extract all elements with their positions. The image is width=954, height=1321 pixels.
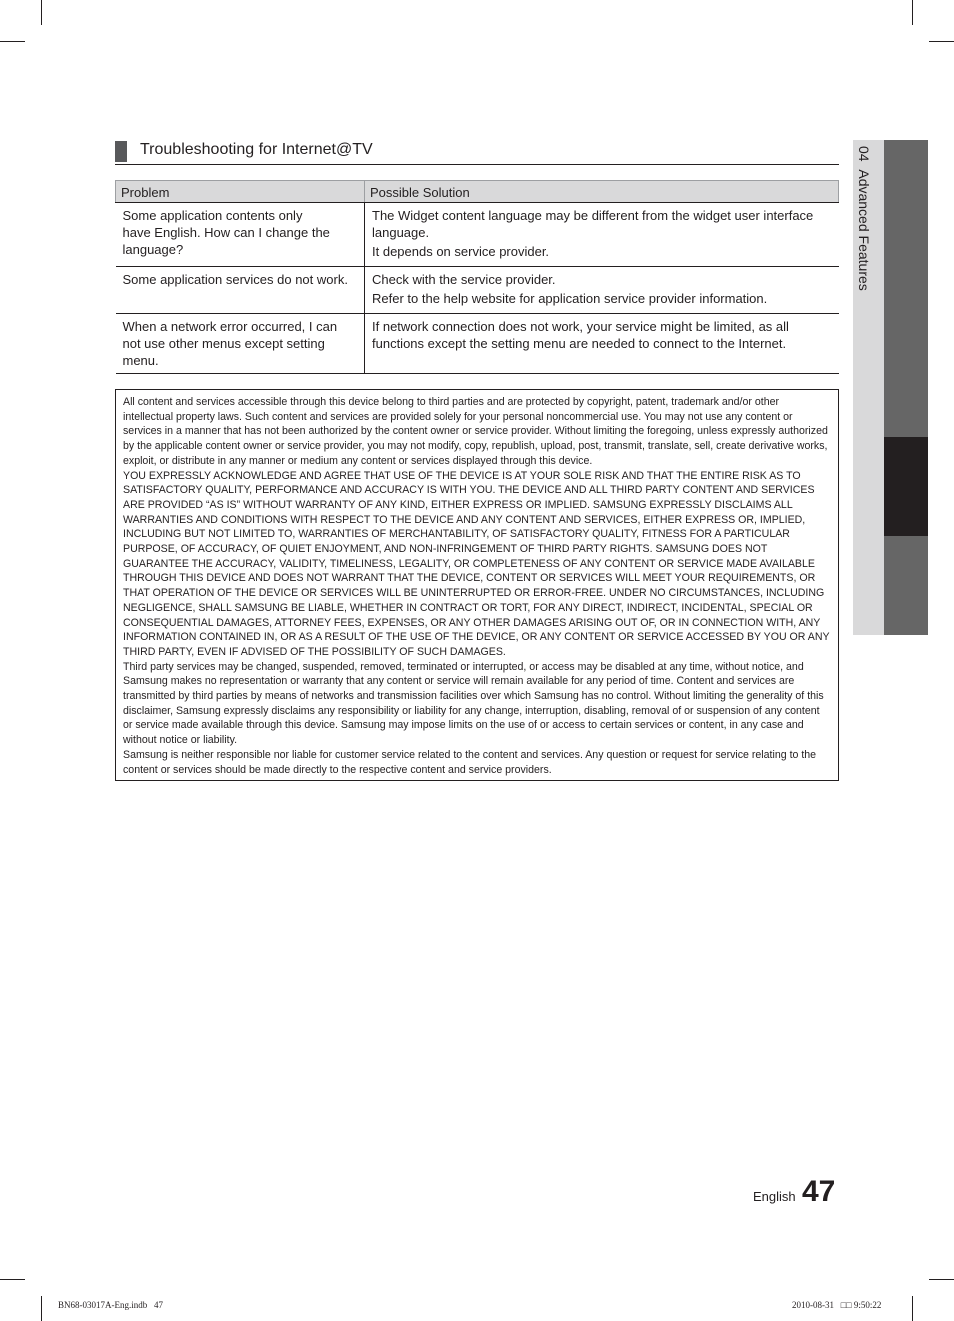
table-header-row: [116, 181, 839, 203]
chapter-number: 04: [856, 146, 872, 162]
problem-text: When a network error occurred, I can: [122, 319, 338, 334]
problem-text: Some application contents only: [122, 208, 303, 223]
crop-mark: [929, 1279, 954, 1280]
section-heading: [115, 140, 839, 165]
solution-text: The Widget content language may be different from the widget user interface language.: [372, 208, 814, 240]
problem-cell: [116, 314, 365, 374]
page-number: 47: [802, 1175, 836, 1208]
heading-marker: [115, 141, 127, 162]
solution-cell: [365, 267, 839, 314]
table-row: [116, 267, 839, 314]
chapter-index-strip-active: [884, 437, 928, 536]
chapter-label: [856, 146, 872, 291]
problem-text: not use other menus except setting: [122, 336, 325, 351]
problem-cell: [116, 267, 365, 314]
crop-mark: [912, 0, 913, 25]
header-problem: Problem: [116, 181, 365, 203]
problem-text: Some application services do not work.: [122, 272, 348, 287]
problem-text: menu.: [122, 353, 159, 368]
crop-mark: [41, 0, 42, 25]
disclaimer-paragraph: Third party services may be changed, suspended, removed, terminated or interrupted, or access may be disabled at any time, without notice, and Samsung makes no representation or warranty that any content or service will remain available for any period of time. Content and services are transmitted by third parties by means of networks and transmission facilities over which Samsung has no control. Without limiting the generality of this disclaimer, Samsung expressly disclaims any responsibility or liability for any change, interruption, disabling, removal of or suspension of any content or service made available through this device. Samsung may impose limits on the use of or access to certain services or content, in any case and without notice or liability.: [123, 660, 824, 747]
section-title: Troubleshooting for Internet@TV: [140, 141, 373, 158]
solution-text: Check with the service provider.: [372, 272, 556, 287]
crop-mark: [929, 41, 954, 42]
solution-cell: [365, 203, 839, 267]
chapter-title: Advanced Features: [856, 169, 872, 291]
table-row: [116, 203, 839, 267]
header-solution: Possible Solution: [365, 181, 839, 203]
solution-cell: [365, 314, 839, 374]
slug-filename: BN68-03017A-Eng.indb 47: [58, 1300, 163, 1310]
slug-timestamp: 2010-08-31 □□ 9:50:22: [792, 1300, 882, 1310]
solution-text: Refer to the help website for application service provider information.: [372, 291, 768, 306]
crop-mark: [41, 1296, 42, 1321]
problem-cell: [116, 203, 365, 267]
problem-text: have English. How can I change the: [122, 225, 330, 240]
chapter-index-strip: [884, 140, 928, 437]
problem-text: language?: [122, 242, 184, 257]
crop-mark: [0, 41, 25, 42]
troubleshooting-table: [115, 180, 839, 374]
disclaimer-paragraph: All content and services accessible through this device belong to third parties and are protected by copyright, patent, trademark and/or other intellectual property laws. Such content and services are provided solely for your personal noncommercial use. You may not use any content or services in a manner that has not been authorized by the content owner or service provider. Without limiting the foregoing, unless expressly authorized by the applicable content owner or service provider, you may not modify, copy, republish, upload, post, transmit, translate, sell, create derivative works, exploit, or distribute in any manner or medium any content or services displayed through this device.: [123, 396, 828, 467]
disclaimer-box: [115, 389, 839, 781]
page-language: English: [753, 1189, 796, 1204]
solution-text: It depends on service provider.: [372, 244, 550, 259]
disclaimer-paragraph: Samsung is neither responsible nor liable for customer service related to the content and services. Any question or request for service relating to the content or services should be made directly to the respective content and service providers.: [123, 748, 817, 776]
disclaimer-paragraph: YOU EXPRESSLY ACKNOWLEDGE AND AGREE THAT USE OF THE DEVICE IS AT YOUR SOLE RISK AND THAT THE ENTIRE RISK AS TO SATISFACTORY QUALITY, PERFORMANCE AND ACCURACY IS WITH YOU. THE DEVICE AND ALL THIRD PARTY CONTENT AND SERVICES ARE PROVIDED “AS IS” WITHOUT WARRANTY OF ANY KIND, EITHER EXPRESS OR IMPLIED. SAMSUNG EXPRESSLY DISCLAIMS ALL WARRANTIES AND CONDITIONS WITH RESPECT TO THE DEVICE AND ANY CONTENT AND SERVICES, EITHER EXPRESS OR, IMPLIED, INCLUDING BUT NOT LIMITED TO, WARRANTIES OF MERCHANTABILITY, OF SATISFACTORY QUALITY, FITNESS FOR A PARTICULAR PURPOSE, OF ACCURACY, OF QUIET ENJOYMENT, AND NON-INFRINGEMENT OF THIRD PARTY RIGHTS. SAMSUNG DOES NOT GUARANTEE THE ACCURACY, VALIDITY, TIMELINESS, LEGALITY, OR COMPLETENESS OF ANY CONTENT OR SERVICE MADE AVAILABLE THROUGH THIS DEVICE AND DOES NOT WARRANT THAT THE DEVICE, CONTENT OR SERVICES WILL MEET YOUR REQUIREMENTS, OR THAT OPERATION OF THE DEVICE OR SERVICES WILL BE UNINTERRUPTED OR ERROR-FREE. UNDER NO CIRCUMSTANCES, INCLUDING NEGLIGENCE, SHALL SAMSUNG BE LIABLE, WHETHER IN CONTRACT OR TORT, FOR ANY DIRECT, INDIRECT, INCIDENTAL, SPECIAL OR CONSEQUENTIAL DAMAGES, ATTORNEY FEES, EXPENSES, OR ANY OTHER DAMAGES ARISING OUT OF, OR IN CONNECTION WITH, ANY INFORMATION CONTAINED IN, OR AS A RESULT OF THE USE OF THE DEVICE, OR ANY CONTENT OR SERVICE ACCESSED BY YOU OR ANY THIRD PARTY, EVEN IF ADVISED OF THE POSSIBILITY OF SUCH DAMAGES.: [123, 469, 830, 658]
solution-text: If network connection does not work, your service might be limited, as all functions except the setting menu are needed to connect to the Internet.: [372, 319, 789, 351]
table-row: [116, 314, 839, 374]
crop-mark: [0, 1279, 25, 1280]
chapter-index-strip: [884, 536, 928, 635]
crop-mark: [912, 1296, 913, 1321]
